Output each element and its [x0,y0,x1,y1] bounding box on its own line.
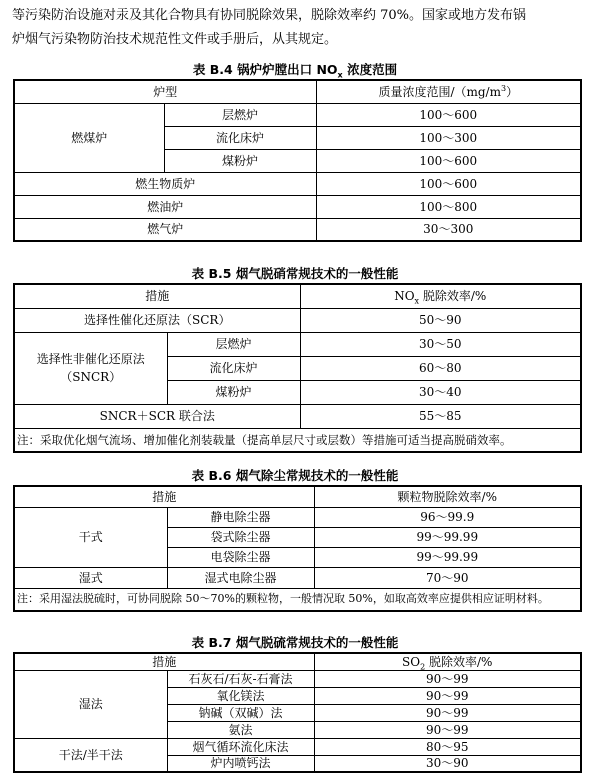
note-text: 注：采用湿法脱硫时，可协同脱除 50～70%的颗粒物，一般情况取 50%，如取高效率应提供相应证明材料。 [14,588,581,611]
group-wet: 湿法 [14,670,167,738]
cell-type: 燃生物质炉 [14,172,316,195]
intro-paragraph [12,4,580,52]
cell-value: 60～80 [300,356,581,380]
table-header [14,284,581,308]
table-row [14,172,581,195]
table-header [14,653,581,670]
table-b7 [13,652,582,773]
cell-value: 30～300 [316,218,581,241]
cell-type: 氧化镁法 [167,687,314,704]
table-row [14,738,581,755]
cell-value: 99～99.99 [314,547,581,567]
table-row [14,332,581,356]
cell-type: 层燃炉 [164,103,316,126]
group-sncr: 选择性非催化还原法 （SNCR） [14,332,167,404]
table-row [14,218,581,241]
cell-type: 袋式除尘器 [167,527,314,547]
group-dry: 干式 [14,507,167,567]
table-row [14,404,581,428]
cell-value: 30～90 [314,755,581,772]
cell-value: 100～600 [316,103,581,126]
cell-value: 90～99 [314,687,581,704]
cell-type: 层燃炉 [167,332,300,356]
cell-type: 煤粉炉 [164,149,316,172]
header-measure: 措施 [14,486,314,507]
table-b5-caption: 表 B.5 烟气脱硝常规技术的一般性能 [191,266,399,281]
cell-value: 30～50 [300,332,581,356]
cell-value: 100～600 [316,149,581,172]
table-b5 [13,283,582,453]
cell-value: 30～40 [300,380,581,404]
table-note [14,588,581,611]
cell-value: 100～800 [316,195,581,218]
header-concentration: 质量浓度范围$/(mg/m^3)$ [316,80,581,103]
table-b7-caption: 表 B.7 烟气脱硫常规技术的一般性能 [191,635,399,650]
cell-value: 100～600 [316,172,581,195]
cell-type: 流化床炉 [167,356,300,380]
cell-value: 90～99 [314,704,581,721]
table-b6 [13,485,582,612]
cell-type: 钠碱（双碱）法 [167,704,314,721]
cell-type: 烟气循环流化床法 [167,738,314,755]
cell-type: 燃油炉 [14,195,316,218]
cell-type: 电袋除尘器 [167,547,314,567]
table-header [14,80,581,103]
table-row [14,308,581,332]
cell-measure: SNCR＋SCR 联合法 [14,404,300,428]
cell-measure: 选择性催化还原法（SCR） [14,308,300,332]
table-row [14,195,581,218]
cell-value: 70～90 [314,567,581,588]
cell-value: 80～95 [314,738,581,755]
cell-value: 50～90 [300,308,581,332]
cell-type: 静电除尘器 [167,507,314,527]
intro-line-1: 等污染防治设施对汞及其化合物具有协同脱除效果，脱除效率约 70%。国家或地方发布锅 [12,8,527,23]
cell-value: 100～300 [316,126,581,149]
group-coal-furnace: 燃煤炉 [14,103,164,172]
cell-type: 氨法 [167,721,314,738]
cell-type: 流化床炉 [164,126,316,149]
cell-value: 55～85 [300,404,581,428]
table-row [14,670,581,687]
cell-value: 90～99 [314,670,581,687]
group-dry: 干法/半干法 [14,738,167,772]
header-efficiency: 颗粒物脱除效率/% [314,486,581,507]
table-b6-caption: 表 B.6 烟气除尘常规技术的一般性能 [191,468,399,483]
intro-line-2: 炉烟气污染物防治技术规范性文件或手册后，从其规定。 [12,32,338,47]
table-header [14,486,581,507]
table-row [14,103,581,126]
table-row [14,567,581,588]
table-row [14,507,581,527]
header-furnace-type: 炉型 [14,80,316,103]
table-b4-caption: 表 B.4 锅炉炉膛出口 $NO_x$ 浓度范围 [192,62,398,80]
header-measure: 措施 [14,653,314,670]
cell-type: 石灰石/石灰-石膏法 [167,670,314,687]
table-note [14,428,581,452]
cell-type: 炉内喷钙法 [167,755,314,772]
cell-type: 煤粉炉 [167,380,300,404]
group-wet: 湿式 [14,567,167,588]
cell-value: 90～99 [314,721,581,738]
header-efficiency: $NO_x$ 脱除效率/% [300,284,581,308]
header-measure: 措施 [14,284,300,308]
header-efficiency: $SO_2$ 脱除效率/% [314,653,581,670]
table-b4 [13,79,582,242]
cell-type: 燃气炉 [14,218,316,241]
note-text: 注：采取优化烟气流场、增加催化剂装载量（提高单层尺寸或层数）等措施可适当提高脱硝效率。 [14,428,581,452]
cell-type: 湿式电除尘器 [167,567,314,588]
cell-value: 96～99.9 [314,507,581,527]
cell-value: 99～99.99 [314,527,581,547]
